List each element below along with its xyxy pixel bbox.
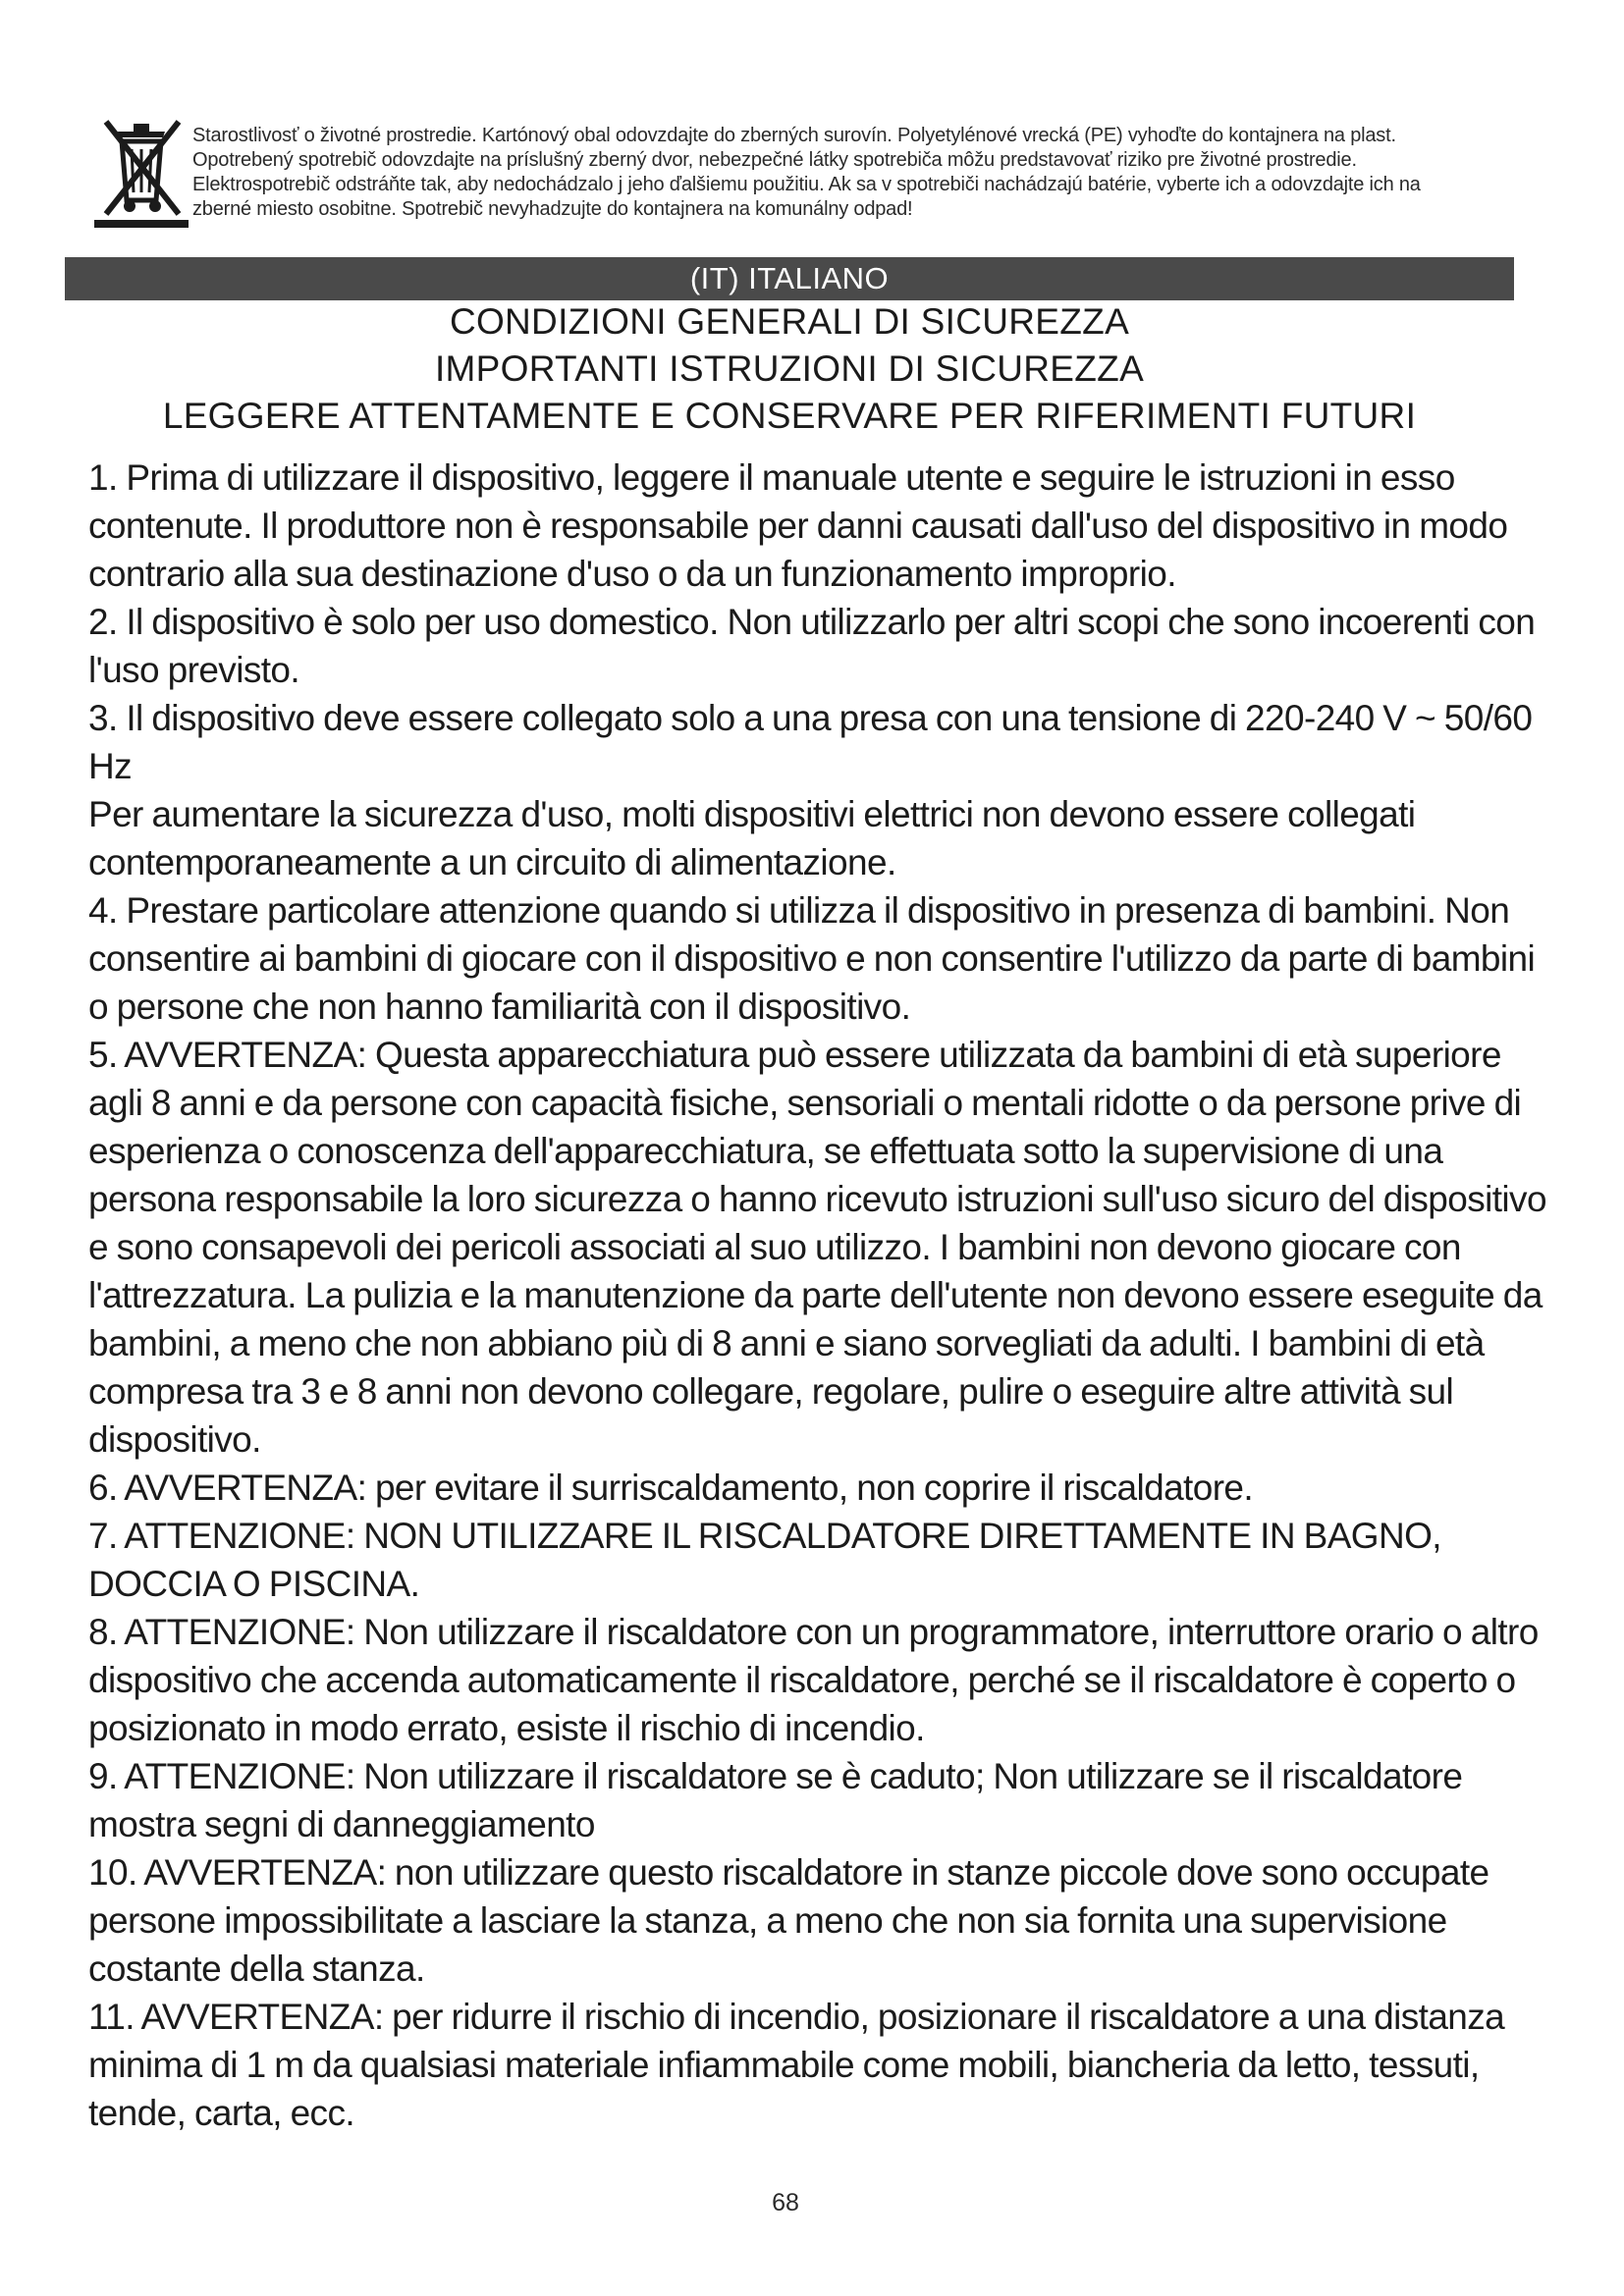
- safety-instructions: [88, 454, 1561, 2137]
- instruction-paragraph: 10. AVVERTENZA: non utilizzare questo riscaldatore in stanze piccole dove sono occupate persone impossibilitate a lasciare la stanza, a meno che non sia fornita una supervisione costante della stanza.: [88, 1852, 1489, 1989]
- instruction-paragraph: 8. ATTENZIONE: Non utilizzare il riscaldatore con un programmatore, interruttore orario o altro dispositivo che accenda automaticamente il riscaldatore, perché se il riscaldatore è coperto o posizionato in modo errato, esiste il rischio di incendio.: [88, 1612, 1539, 1748]
- instruction-paragraph: 9. ATTENZIONE: Non utilizzare il riscaldatore se è caduto; Non utilizzare se il riscaldatore mostra segni di danneggiamento: [88, 1756, 1463, 1844]
- heading-general-safety: CONDIZIONI GENERALI DI SICUREZZA: [449, 301, 1130, 342]
- instruction-paragraph: 4. Prestare particolare attenzione quando si utilizza il dispositivo in presenza di bambini. Non consentire ai bambini di giocare con il dispositivo e non consentire l'utilizzo da parte di bambini o persone che non hanno familiarità con il dispositivo.: [88, 890, 1536, 1027]
- crossed-out-wheelie-bin-icon: [94, 110, 189, 228]
- heading-important-instructions: IMPORTANTI ISTRUZIONI DI SICUREZZA: [434, 348, 1145, 389]
- heading-read-carefully: LEGGERE ATTENTAMENTE E CONSERVARE PER RIFERIMENTI FUTURI: [162, 396, 1417, 436]
- instruction-paragraph: Per aumentare la sicurezza d'uso, molti dispositivi elettrici non devono essere collegati contemporaneamente a un circuito di alimentazione.: [88, 794, 1416, 882]
- instruction-paragraph: 7. ATTENZIONE: NON UTILIZZARE IL RISCALDATORE DIRETTAMENTE IN BAGNO, DOCCIA O PISCINA.: [88, 1516, 1441, 1604]
- instruction-paragraph: 3. Il dispositivo deve essere collegato solo a una presa con una tensione di 220-240 V ~ 50/60 Hz: [88, 698, 1533, 786]
- instruction-paragraph: 1. Prima di utilizzare il dispositivo, leggere il manuale utente e seguire le istruzioni in esso contenute. Il produttore non è responsabile per danni causati dall'uso del dispositivo in modo contrario alla sua destinazione d'uso o da un funzionamento improprio.: [88, 457, 1508, 594]
- environmental-notice-line: Starostlivosť o životné prostredie. Kartónový obal odovzdajte do zberných surovín. Polyetylénové vrecká (PE) vyhoďte do kontajnera na plast.: [192, 125, 1396, 146]
- instruction-paragraph: 11. AVVERTENZA: per ridurre il rischio di incendio, posizionare il riscaldatore a una distanza minima di 1 m da qualsiasi materiale infiammabile come mobili, biancheria da letto, tessuti, tende, carta, ecc.: [88, 1997, 1505, 2133]
- language-section-bar: (IT) ITALIANO: [65, 257, 1514, 300]
- page-number: 68: [772, 2189, 799, 2216]
- instruction-paragraph: 5. AVVERTENZA: Questa apparecchiatura può essere utilizzata da bambini di età superiore agli 8 anni e da persone con capacità fisiche, sensoriali o mentali ridotte o da persone prive di esperienza o conoscenza dell'apparecchiatura, se effettuata sotto la supervisione di una persona responsabile la loro sicurezza o hanno ricevuto istruzioni sull'uso sicuro del dispositivo e sono consapevoli dei pericoli associati al suo utilizzo. I bambini non devono giocare con l'attrezzatura. La pulizia e la manutenzione da parte dell'utente non devono essere eseguite da bambini, a meno che non abbiano più di 8 anni e siano sorvegliati da adulti. I bambini di età compresa tra 3 e 8 anni non devono collegare, regolare, pulire o eseguire altre attività sul dispositivo.: [88, 1035, 1546, 1460]
- instruction-paragraph: 6. AVVERTENZA: per evitare il surriscaldamento, non coprire il riscaldatore.: [88, 1468, 1254, 1508]
- environmental-notice-text: [192, 124, 1597, 222]
- section-headings: [65, 298, 1514, 440]
- environmental-notice-line: Opotrebený spotrebič odovzdajte na príslušný zberný dvor, nebezpečné látky spotrebiča môžu predstavovať riziko pre životné prostredie.: [192, 149, 1357, 171]
- environmental-notice: [94, 110, 1567, 228]
- environmental-notice-line: zberné miesto osobitne. Spotrebič nevyhadzujte do kontajnera na komunálny odpad!: [192, 198, 913, 220]
- instruction-paragraph: 2. Il dispositivo è solo per uso domestico. Non utilizzarlo per altri scopi che sono incoerenti con l'uso previsto.: [88, 602, 1536, 690]
- environmental-notice-line: Elektrospotrebič odstráňte tak, aby nedochádzalo j jeho ďalšiemu použitiu. Ak sa v spotrebiči nachádzajú batérie, vyberte ich a odovzdajte ich na: [192, 174, 1421, 195]
